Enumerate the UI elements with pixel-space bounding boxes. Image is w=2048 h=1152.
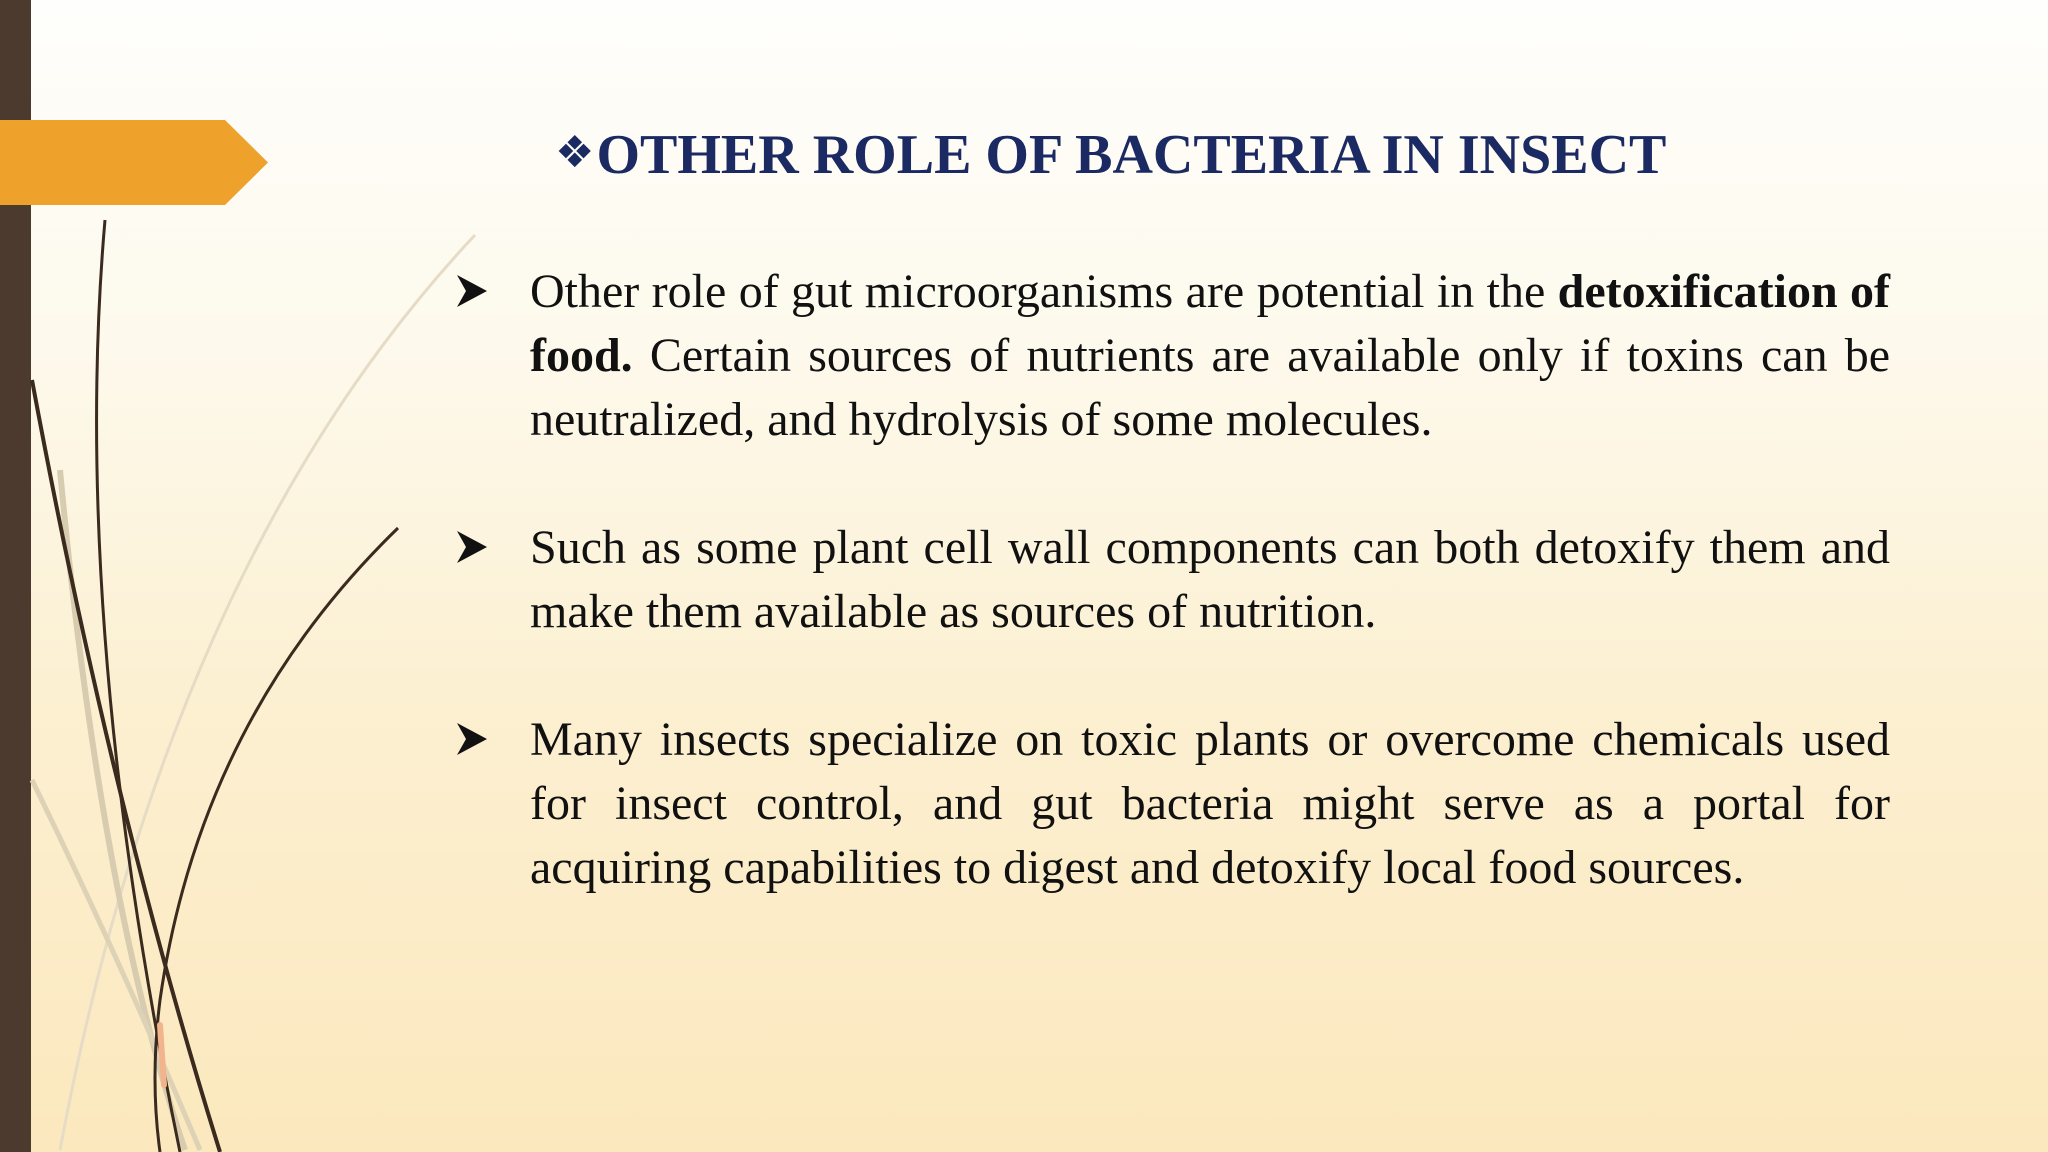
bullet-item — [455, 516, 1890, 644]
bullet-text — [530, 708, 1890, 900]
bullet-item — [455, 260, 1890, 452]
four-diamond-icon: ❖ — [555, 127, 595, 178]
bullet-text — [530, 516, 1890, 644]
slide-title-text: OTHER ROLE OF BACTERIA IN INSECT — [596, 124, 1667, 186]
slide-title — [0, 118, 2048, 190]
bullet-text-part: Many insects specialize on toxic plants or overcome chemicals used for insect control, and gut bacteria might serve as a portal for acquiring capabilities to digest and detoxify local food sources. — [530, 713, 1890, 894]
bullet-text-part: Such as some plant cell wall components can both detoxify them and make them available as sources of nutrition. — [530, 521, 1890, 638]
bullet-text-part: Other role of gut microorganisms are potential in the — [530, 265, 1558, 318]
bullet-item — [455, 708, 1890, 900]
bullet-text-bold: detoxification of food. — [530, 265, 1891, 382]
arrowhead-bullet-icon — [455, 528, 489, 566]
bullet-text-part: Certain sources of nutrients are available only if toxins can be neutralized, and hydrolysis of some molecules. — [530, 329, 1890, 446]
bullet-list — [455, 260, 1890, 964]
arrowhead-bullet-icon — [455, 272, 489, 310]
arrowhead-bullet-icon — [455, 720, 489, 758]
bullet-text — [530, 260, 1890, 452]
